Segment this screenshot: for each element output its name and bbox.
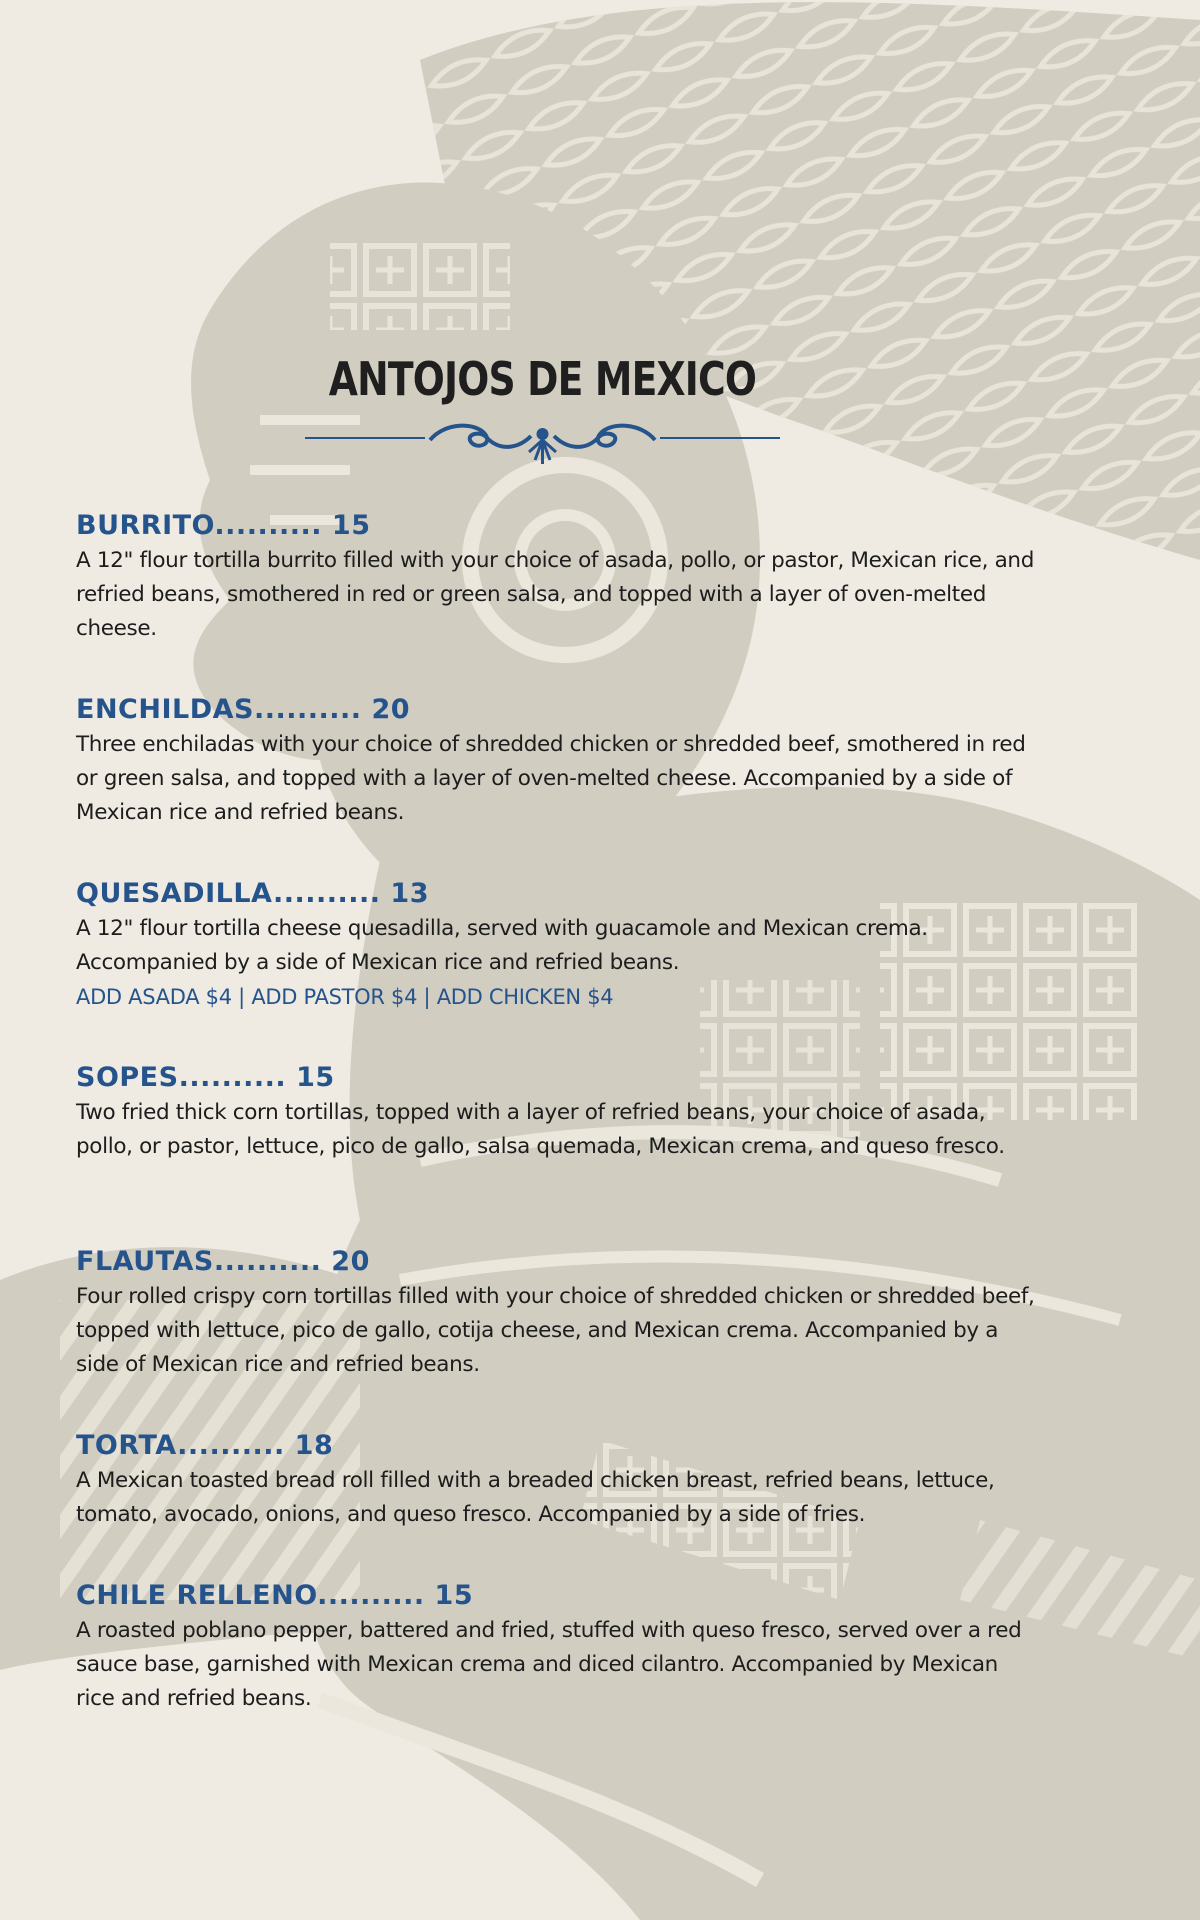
item-addons: ADD ASADA $4 | ADD PASTOR $4 | ADD CHICKEN $4 [76, 985, 614, 1009]
item-heading [76, 692, 1036, 728]
price-leader: .......... [214, 510, 322, 541]
item-price: 18 [294, 1430, 334, 1461]
item-heading [76, 1578, 1036, 1614]
item-price: 15 [331, 510, 371, 541]
menu-item-flautas [76, 1244, 1036, 1428]
item-price: 13 [390, 878, 429, 909]
price-leader: .......... [178, 1062, 287, 1093]
item-name: BURRITO [76, 510, 215, 541]
item-description: A Mexican toasted bread roll filled with a breaded chicken breast, refried beans, lettuce, tomato, avocado, onions, and queso fresco. Accompanied by a side of fries. [76, 1468, 995, 1527]
item-description: A 12" flour tortilla burrito filled with your choice of asada, pollo, or pastor, Mexican rice, and refried beans, smothered in red or green salsa, and topped with a layer of oven-melted cheese. [76, 548, 1034, 641]
price-leader: .......... [213, 1246, 322, 1277]
menu-list [76, 508, 1036, 1716]
item-heading [76, 508, 1036, 544]
menu-item-torta [76, 1428, 1036, 1578]
item-heading [76, 1244, 1036, 1280]
item-name: SOPES [76, 1062, 179, 1093]
price-leader: .......... [317, 1580, 425, 1611]
item-price: 15 [296, 1062, 335, 1093]
menu-item-sopes [76, 1060, 1036, 1244]
item-price: 15 [434, 1580, 474, 1611]
item-heading [76, 1060, 1036, 1096]
menu-item-quesadilla [76, 876, 1036, 1060]
item-heading [76, 876, 1036, 912]
item-name: CHILE RELLENO [76, 1580, 318, 1611]
item-description: Four rolled crispy corn tortillas filled with your choice of shredded chicken or shredded beef, topped with lettuce, pico de gallo, cotija cheese, and Mexican crema. Accompanied by a side of Mexican rice and refried beans. [76, 1284, 1035, 1377]
price-leader: .......... [177, 1430, 285, 1461]
item-price: 20 [371, 694, 411, 725]
item-description: A 12" flour tortilla cheese quesadilla, served with guacamole and Mexican crema. Accompanied by a side of Mexican rice and refried beans. [76, 916, 928, 975]
item-description: A roasted poblano pepper, battered and fried, stuffed with queso fresco, served over a red sauce base, garnished with Mexican crema and diced cilantro. Accompanied by Mexican rice and refried beans. [76, 1618, 1022, 1711]
item-name: ENCHILDAS [76, 694, 254, 725]
item-name: FLAUTAS [76, 1246, 214, 1277]
item-name: QUESADILLA [76, 878, 273, 909]
item-name: TORTA [76, 1430, 178, 1461]
price-leader: .......... [253, 694, 362, 725]
menu-item-enchiladas [76, 692, 1036, 876]
item-description: Three enchiladas with your choice of shredded chicken or shredded beef, smothered in red or green salsa, and topped with a layer of oven-melted cheese. Accompanied by a side of Mexican rice and refried beans. [76, 732, 1026, 825]
ornamental-divider [305, 420, 780, 466]
page-title: ANTOJOS DE MEXICO [328, 352, 757, 406]
price-leader: .......... [272, 878, 381, 909]
item-price: 20 [331, 1246, 370, 1277]
menu-item-chile-relleno [76, 1578, 1036, 1716]
menu-item-burrito [76, 508, 1036, 692]
item-heading [76, 1428, 1036, 1464]
item-description: Two fried thick corn tortillas, topped with a layer of refried beans, your choice of asada, pollo, or pastor, lettuce, pico de gallo, salsa quemada, Mexican crema, and queso fresco. [76, 1100, 1005, 1159]
